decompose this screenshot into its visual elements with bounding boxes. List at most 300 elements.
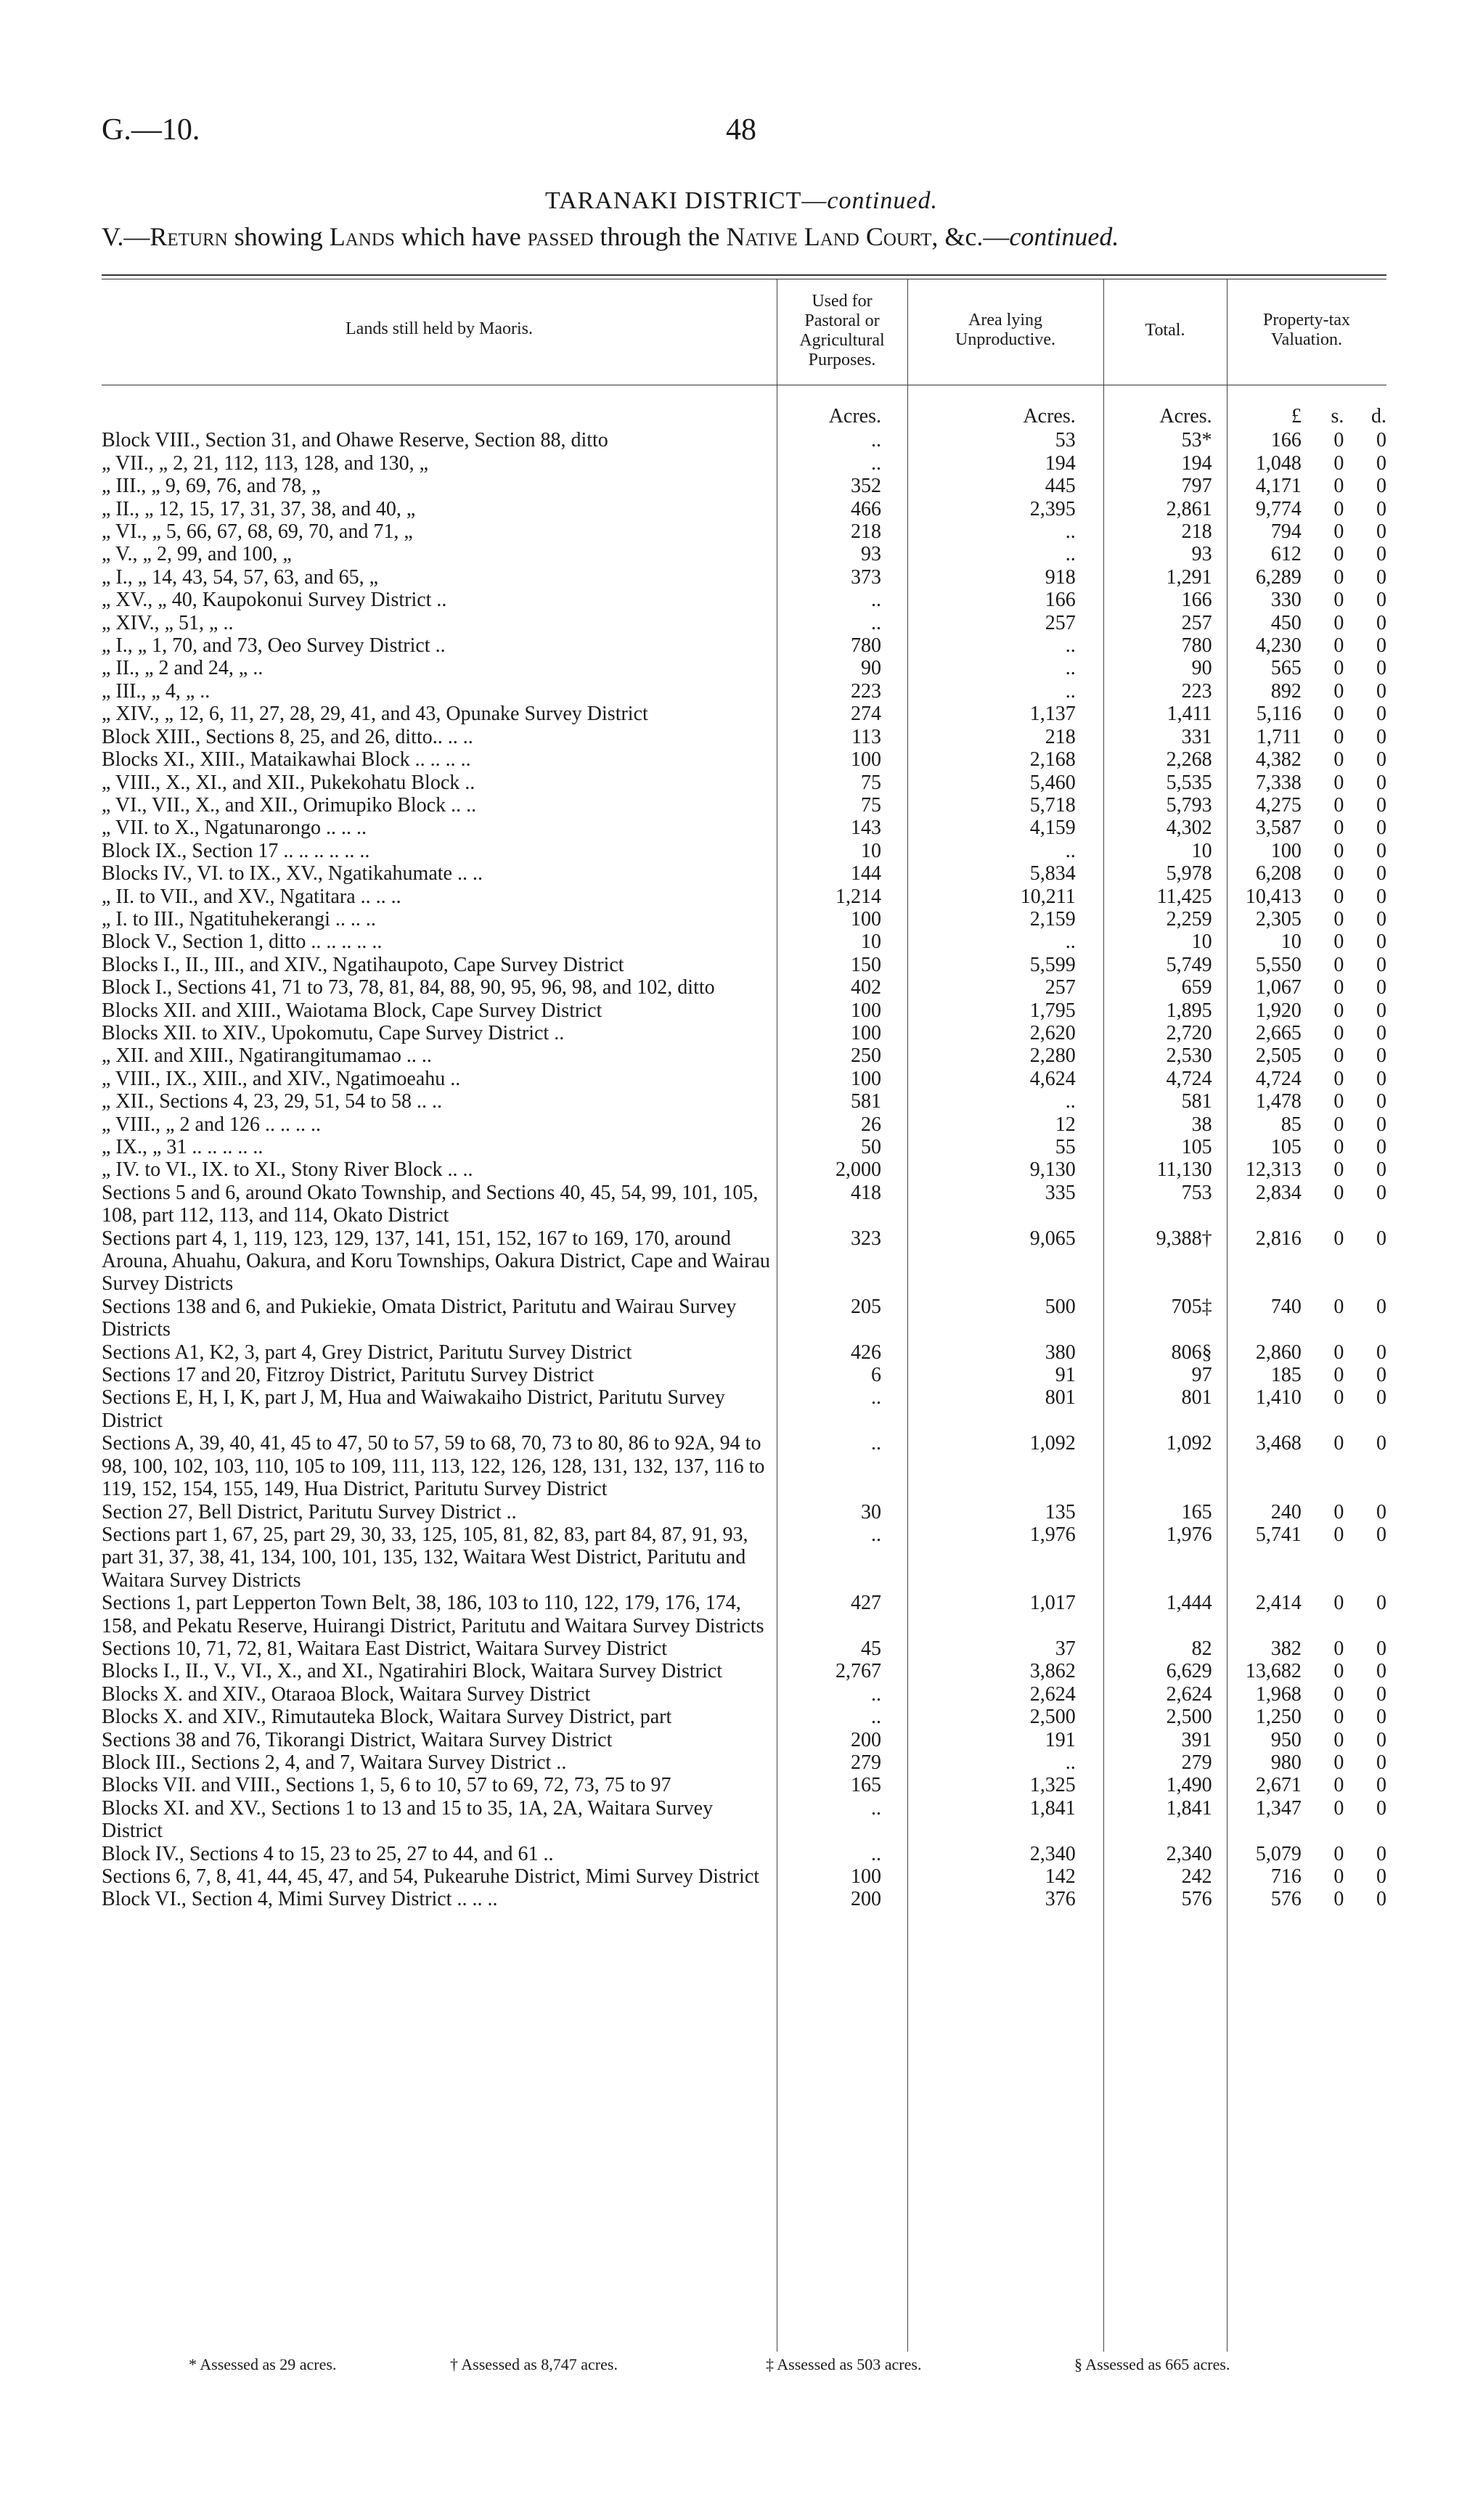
land-description: Sections 6, 7, 8, 41, 44, 45, 47, and 54, Pukearuhe District, Mimi Survey District: [102, 1865, 760, 1888]
caption-continued: continued.: [1009, 222, 1119, 251]
pastoral-acres: 165: [850, 1774, 881, 1797]
table-caption: [102, 221, 1119, 252]
total-acres: 797: [1181, 475, 1212, 498]
valuation-pence: 0: [1376, 1592, 1386, 1615]
table-row: [102, 1660, 1386, 1682]
table-row: [102, 1068, 1386, 1090]
units-cell: s.: [1331, 405, 1344, 428]
pastoral-acres: 323: [850, 1227, 881, 1250]
valuation-pounds: 1,067: [1255, 976, 1302, 999]
valuation-pence: 0: [1376, 1637, 1386, 1660]
table-row: [102, 1227, 1386, 1296]
valuation-pence: 0: [1376, 1044, 1386, 1068]
valuation-shillings: 0: [1333, 976, 1344, 999]
valuation-pence: 0: [1376, 725, 1386, 748]
table-row: [102, 566, 1386, 589]
total-acres: 223: [1181, 679, 1212, 703]
valuation-shillings: 0: [1333, 497, 1344, 520]
valuation-shillings: 0: [1333, 1181, 1344, 1204]
valuation-shillings: 0: [1333, 1774, 1344, 1797]
valuation-pounds: 5,741: [1255, 1523, 1302, 1546]
table-row: [102, 680, 1386, 703]
table-row: [102, 589, 1386, 611]
land-description: „ XII. and XIII., Ngatirangitumamao .. ..: [102, 1044, 432, 1068]
table-row: [102, 1364, 1386, 1386]
total-acres: 257: [1181, 611, 1212, 634]
valuation-pounds: 1,250: [1255, 1706, 1302, 1729]
total-acres: 242: [1181, 1865, 1212, 1888]
unproductive-acres: 5,599: [1029, 953, 1076, 976]
table-row: [102, 1432, 1386, 1500]
valuation-pence: 0: [1376, 1136, 1386, 1158]
valuation-shillings: 0: [1333, 429, 1344, 452]
unproductive-acres: 1,137: [1029, 703, 1076, 726]
table-row: [102, 772, 1386, 794]
unproductive-acres: 2,159: [1029, 907, 1076, 930]
table-row: [102, 612, 1386, 634]
pastoral-acres: 200: [850, 1888, 881, 1911]
valuation-pounds: 382: [1270, 1637, 1302, 1660]
total-acres: 82: [1191, 1637, 1212, 1660]
pastoral-acres: 200: [850, 1728, 881, 1751]
valuation-pounds: 980: [1270, 1751, 1302, 1774]
pastoral-acres: 10: [860, 839, 881, 862]
unproductive-acres: 9,130: [1029, 1158, 1076, 1182]
table-row: [102, 1706, 1386, 1728]
land-description: „ VII., „ 2, 21, 112, 113, 128, and 130, „: [102, 451, 428, 475]
land-description: Sections 38 and 76, Tikorangi District, Waitara Survey District: [102, 1728, 613, 1751]
total-acres: 1,895: [1166, 999, 1212, 1022]
pastoral-acres: ..: [870, 1523, 881, 1546]
valuation-pence: 0: [1376, 1888, 1386, 1911]
total-acres: 5,535: [1166, 771, 1212, 794]
valuation-shillings: 0: [1333, 953, 1344, 976]
total-acres: 1,092: [1166, 1432, 1212, 1455]
valuation-pence: 0: [1376, 611, 1386, 634]
valuation-pence: 0: [1376, 475, 1386, 498]
land-description: „ I. to III., Ngatituhekerangi .. .. ..: [102, 907, 376, 930]
unproductive-acres: 2,280: [1029, 1044, 1076, 1068]
land-description: Sections 10, 71, 72, 81, Waitara East District, Waitara Survey District: [102, 1637, 668, 1660]
pastoral-acres: 205: [850, 1295, 881, 1318]
valuation-pence: 0: [1376, 657, 1386, 680]
unproductive-acres: 191: [1045, 1728, 1076, 1751]
table-row: [102, 1523, 1386, 1592]
valuation-pounds: 2,816: [1255, 1227, 1302, 1250]
valuation-pence: 0: [1376, 497, 1386, 520]
land-description: „ IV. to VI., IX. to XI., Stony River Block .. ..: [102, 1158, 473, 1182]
unproductive-acres: 2,624: [1029, 1682, 1076, 1706]
total-acres: 93: [1191, 543, 1212, 566]
total-acres: 1,444: [1166, 1592, 1212, 1615]
land-description: „ II. to VII., and XV., Ngatitara .. .. ..: [102, 885, 401, 908]
table-row: [102, 703, 1386, 725]
total-acres: 581: [1181, 1090, 1212, 1113]
table-row: [102, 1182, 1386, 1227]
table-row: [102, 543, 1386, 565]
land-description: Blocks X. and XIV., Rimutauteka Block, Waitara Survey District, part: [102, 1706, 672, 1729]
unproductive-acres: 1,841: [1029, 1796, 1076, 1820]
pastoral-acres: 250: [850, 1044, 881, 1068]
document-reference: G.—10.: [102, 113, 200, 147]
land-description: Sections part 1, 67, 25, part 29, 30, 33, 125, 105, 81, 82, 83, part 84, 87, 91, 93, part 31, 37, 38, 41, 134, 100, 101, 135, 132, Waitara West District, Paritutu and Waitara Survey Districts: [102, 1523, 748, 1592]
pastoral-acres: 2,767: [835, 1660, 881, 1683]
land-description: „ VIII., „ 2 and 126 .. .. .. ..: [102, 1113, 321, 1136]
valuation-pounds: 7,338: [1255, 771, 1302, 794]
table-row: [102, 657, 1386, 679]
valuation-pounds: 576: [1270, 1888, 1302, 1911]
valuation-pounds: 85: [1280, 1113, 1302, 1136]
unproductive-acres: 4,159: [1029, 817, 1076, 840]
pastoral-acres: 30: [860, 1500, 881, 1523]
valuation-pence: 0: [1376, 634, 1386, 658]
unproductive-acres: 135: [1045, 1500, 1076, 1523]
total-acres: 753: [1181, 1181, 1212, 1204]
total-acres: 1,490: [1166, 1774, 1212, 1797]
land-description: Block V., Section 1, ditto .. .. .. .. ..: [102, 930, 383, 954]
valuation-shillings: 0: [1333, 1227, 1344, 1250]
valuation-pence: 0: [1376, 1295, 1386, 1318]
unproductive-acres: 218: [1045, 725, 1076, 748]
valuation-shillings: 0: [1333, 1432, 1344, 1455]
valuation-pence: 0: [1376, 1500, 1386, 1523]
valuation-pence: 0: [1376, 565, 1386, 589]
valuation-shillings: 0: [1333, 1523, 1344, 1546]
total-acres: 5,749: [1166, 953, 1212, 976]
land-description: Blocks I., II., V., VI., X., and XI., Ngatirahiri Block, Waitara Survey District: [102, 1660, 722, 1683]
valuation-pence: 0: [1376, 817, 1386, 840]
valuation-pounds: 5,116: [1256, 703, 1302, 726]
valuation-pounds: 330: [1270, 589, 1302, 612]
valuation-pence: 0: [1376, 1227, 1386, 1250]
table-row: [102, 1888, 1386, 1910]
valuation-pounds: 3,468: [1255, 1432, 1302, 1455]
pastoral-acres: 45: [860, 1637, 881, 1660]
valuation-pence: 0: [1376, 1706, 1386, 1729]
pastoral-acres: 26: [860, 1113, 881, 1136]
valuation-shillings: 0: [1333, 862, 1344, 885]
table-row: [102, 1044, 1386, 1067]
caption-part: V.—: [102, 222, 150, 251]
valuation-pence: 0: [1376, 589, 1386, 612]
caption-part: , &c.—: [931, 222, 1010, 251]
valuation-pounds: 13,682: [1245, 1660, 1302, 1683]
land-description: „ II., „ 2 and 24, „ ..: [102, 657, 263, 680]
valuation-pounds: 450: [1270, 611, 1302, 634]
table-row: [102, 1729, 1386, 1751]
total-acres: 4,302: [1166, 817, 1212, 840]
table-row: [102, 794, 1386, 817]
valuation-pounds: 892: [1270, 679, 1302, 703]
valuation-pence: 0: [1376, 1660, 1386, 1683]
pastoral-acres: ..: [870, 1682, 881, 1706]
title-continued: continued.: [827, 187, 938, 214]
unproductive-acres: 257: [1045, 976, 1076, 999]
valuation-shillings: 0: [1333, 907, 1344, 930]
valuation-shillings: 0: [1333, 1386, 1344, 1410]
valuation-shillings: 0: [1333, 475, 1344, 498]
valuation-pence: 0: [1376, 429, 1386, 452]
valuation-pounds: 1,968: [1255, 1682, 1302, 1706]
land-description: „ I., „ 14, 43, 54, 57, 63, and 65, „: [102, 565, 379, 589]
unproductive-acres: 55: [1055, 1136, 1076, 1158]
total-acres: 11,425: [1156, 885, 1212, 908]
unproductive-acres: 918: [1045, 565, 1076, 589]
land-description: Blocks VII. and VIII., Sections 1, 5, 6 to 10, 57 to 69, 72, 73, 75 to 97: [102, 1774, 671, 1797]
land-description: „ VII. to X., Ngatunarongo .. .. ..: [102, 817, 367, 840]
valuation-shillings: 0: [1333, 1865, 1344, 1888]
valuation-pence: 0: [1376, 703, 1386, 726]
valuation-pounds: 2,834: [1255, 1181, 1302, 1204]
total-acres: 11,130: [1156, 1158, 1212, 1182]
total-acres: 1,976: [1166, 1523, 1212, 1546]
land-description: „ XII., Sections 4, 23, 29, 51, 54 to 58 .. ..: [102, 1090, 442, 1113]
pastoral-acres: 144: [850, 862, 881, 885]
unproductive-acres: 1,976: [1029, 1523, 1076, 1546]
table-row: [102, 976, 1386, 999]
land-description: „ XIV., „ 51, „ ..: [102, 611, 234, 634]
pastoral-acres: 100: [850, 1067, 881, 1090]
valuation-pence: 0: [1376, 885, 1386, 908]
table-row: [102, 1751, 1386, 1774]
column-header-total: Total.: [1145, 321, 1185, 340]
pastoral-acres: 75: [860, 771, 881, 794]
land-description: Blocks XII. and XIII., Waiotama Block, Cape Survey District: [102, 999, 602, 1022]
valuation-pence: 0: [1376, 1158, 1386, 1182]
table-row: [102, 1341, 1386, 1364]
pastoral-acres: 150: [850, 953, 881, 976]
total-acres: 331: [1181, 725, 1212, 748]
land-description: Blocks XI. and XV., Sections 1 to 13 and 15 to 35, 1A, 2A, Waitara Survey District: [102, 1796, 714, 1843]
table-row: [102, 930, 1386, 953]
unproductive-acres: ..: [1065, 520, 1076, 544]
valuation-pence: 0: [1376, 1113, 1386, 1136]
table-row: [102, 1774, 1386, 1796]
valuation-pence: 0: [1376, 1774, 1386, 1797]
total-acres: 2,500: [1166, 1706, 1212, 1729]
valuation-pence: 0: [1376, 748, 1386, 772]
valuation-pounds: 10: [1280, 930, 1302, 954]
valuation-pence: 0: [1376, 1432, 1386, 1455]
land-description: „ XIV., „ 12, 6, 11, 27, 28, 29, 41, and 43, Opunake Survey District: [102, 703, 648, 726]
valuation-shillings: 0: [1333, 1113, 1344, 1136]
valuation-pence: 0: [1376, 1796, 1386, 1820]
unproductive-acres: 801: [1045, 1386, 1076, 1410]
valuation-shillings: 0: [1333, 565, 1344, 589]
unproductive-acres: 1,017: [1029, 1592, 1076, 1615]
valuation-pence: 0: [1376, 1728, 1386, 1751]
valuation-pounds: 1,478: [1255, 1090, 1302, 1113]
valuation-pounds: 4,724: [1255, 1067, 1302, 1090]
valuation-pounds: 612: [1270, 543, 1302, 566]
land-description: Section 27, Bell District, Paritutu Survey District ..: [102, 1500, 517, 1523]
units-cell: [102, 405, 784, 429]
unproductive-acres: 1,795: [1029, 999, 1076, 1022]
total-acres: 806§: [1171, 1341, 1212, 1364]
table-row: [102, 1843, 1386, 1865]
units-row: [102, 405, 1386, 429]
unproductive-acres: 53: [1055, 429, 1076, 452]
table-row: [102, 1158, 1386, 1181]
valuation-pounds: 950: [1270, 1728, 1302, 1751]
valuation-shillings: 0: [1333, 1888, 1344, 1911]
pastoral-acres: 100: [850, 907, 881, 930]
valuation-shillings: 0: [1333, 634, 1344, 658]
land-description: Sections A, 39, 40, 41, 45 to 47, 50 to 57, 59 to 68, 70, 73 to 80, 86 to 92A, 94 to 98, 100, 102, 103, 110, 105 to 109, 111, 113, 122, 126, 128, 131, 132, 137, 116 to 119, 152, 154, 155, 149, Hua District, Paritutu Survey District: [102, 1432, 765, 1501]
units-cell: £: [1291, 405, 1302, 428]
land-description: „ I., „ 1, 70, and 73, Oeo Survey District ..: [102, 634, 446, 658]
pastoral-acres: ..: [870, 1432, 881, 1455]
footnote: † Assessed as 8,747 acres.: [450, 2355, 618, 2373]
valuation-pounds: 2,860: [1255, 1341, 1302, 1364]
unproductive-acres: 257: [1045, 611, 1076, 634]
land-description: Sections 1, part Lepperton Town Belt, 38, 186, 103 to 110, 122, 179, 176, 174, 158, and Pekatu Reserve, Huirangi District, Paritutu and Waitara Survey Districts: [102, 1592, 764, 1637]
valuation-shillings: 0: [1333, 679, 1344, 703]
valuation-shillings: 0: [1333, 1592, 1344, 1615]
valuation-pounds: 4,171: [1255, 475, 1302, 498]
pastoral-acres: 581: [850, 1090, 881, 1113]
table-row: [102, 1637, 1386, 1660]
unproductive-acres: 142: [1045, 1865, 1076, 1888]
land-description: Block III., Sections 2, 4, and 7, Waitara Survey District ..: [102, 1751, 567, 1774]
header-line: Area lying: [968, 311, 1042, 330]
table-row: [102, 1113, 1386, 1136]
unproductive-acres: 194: [1045, 451, 1076, 475]
unproductive-acres: 380: [1045, 1341, 1076, 1364]
valuation-pence: 0: [1376, 1341, 1386, 1364]
valuation-pence: 0: [1376, 1021, 1386, 1044]
table-row: [102, 1090, 1386, 1113]
valuation-shillings: 0: [1333, 839, 1344, 862]
pastoral-acres: 6: [870, 1364, 881, 1387]
valuation-pounds: 4,382: [1255, 748, 1302, 772]
land-description: Blocks X. and XIV., Otaraoa Block, Waitara Survey District: [102, 1682, 591, 1706]
valuation-shillings: 0: [1333, 1158, 1344, 1182]
unproductive-acres: 12: [1055, 1113, 1076, 1136]
land-description: Blocks IV., VI. to IX., XV., Ngatikahumate .. ..: [102, 862, 483, 885]
pastoral-acres: ..: [870, 1386, 881, 1410]
header-line: Pastoral or: [804, 311, 880, 330]
valuation-shillings: 0: [1333, 885, 1344, 908]
valuation-pounds: 1,920: [1255, 999, 1302, 1022]
unproductive-acres: 10,211: [1020, 885, 1076, 908]
land-description: Sections 5 and 6, around Okato Township, and Sections 40, 45, 54, 99, 101, 105, 108, part 112, 113, and 114, Okato District: [102, 1181, 759, 1227]
footnote: ‡ Assessed as 503 acres.: [766, 2355, 922, 2373]
valuation-pounds: 6,208: [1255, 862, 1302, 885]
caption-word: Lands: [329, 222, 395, 251]
pastoral-acres: 1,214: [835, 885, 881, 908]
total-acres: 10: [1191, 930, 1212, 954]
units-cell: Acres.: [1159, 405, 1212, 428]
unproductive-acres: ..: [1065, 930, 1076, 954]
valuation-pence: 0: [1376, 543, 1386, 566]
land-description: Blocks XI., XIII., Mataikawhai Block .. .. .. ..: [102, 748, 471, 772]
valuation-pounds: 166: [1270, 429, 1302, 452]
valuation-pence: 0: [1376, 907, 1386, 930]
table-row: [102, 1865, 1386, 1888]
valuation-pence: 0: [1376, 679, 1386, 703]
total-acres: 218: [1181, 520, 1212, 544]
valuation-pounds: 100: [1270, 839, 1302, 862]
total-acres: 780: [1181, 634, 1212, 658]
valuation-pence: 0: [1376, 771, 1386, 794]
pastoral-acres: ..: [870, 451, 881, 475]
total-acres: 1,291: [1166, 565, 1212, 589]
valuation-pounds: 105: [1270, 1136, 1302, 1158]
valuation-pence: 0: [1376, 1682, 1386, 1706]
total-acres: 97: [1191, 1364, 1212, 1387]
valuation-pence: 0: [1376, 1181, 1386, 1204]
table-row: [102, 475, 1386, 497]
land-description: „ VI., „ 5, 66, 67, 68, 69, 70, and 71, „: [102, 520, 413, 544]
valuation-pence: 0: [1376, 1842, 1386, 1865]
valuation-shillings: 0: [1333, 1796, 1344, 1820]
total-acres: 5,793: [1166, 793, 1212, 817]
pastoral-acres: 10: [860, 930, 881, 954]
table-row: [102, 1797, 1386, 1843]
land-description: Block VI., Section 4, Mimi Survey District .. .. ..: [102, 1888, 498, 1911]
page-title: [0, 187, 1483, 215]
valuation-pence: 0: [1376, 1090, 1386, 1113]
total-acres: 391: [1181, 1728, 1212, 1751]
units-cell: d.: [1371, 405, 1386, 428]
valuation-shillings: 0: [1333, 589, 1344, 612]
pastoral-acres: 426: [850, 1341, 881, 1364]
land-description: Block IX., Section 17 .. .. .. .. .. ..: [102, 839, 370, 862]
total-acres: 10: [1191, 839, 1212, 862]
footnote: § Assessed as 665 acres.: [1074, 2355, 1230, 2373]
unproductive-acres: 2,340: [1029, 1842, 1076, 1865]
land-description: Block I., Sections 41, 71 to 73, 78, 81, 84, 88, 90, 95, 96, 98, and 102, ditto: [102, 976, 715, 999]
pastoral-acres: 100: [850, 748, 881, 772]
valuation-shillings: 0: [1333, 999, 1344, 1022]
valuation-pounds: 2,414: [1255, 1592, 1302, 1615]
units-cell: Acres.: [1023, 405, 1076, 428]
total-acres: 279: [1181, 1751, 1212, 1774]
pastoral-acres: 90: [860, 657, 881, 680]
table-row: [102, 999, 1386, 1022]
pastoral-acres: 100: [850, 1021, 881, 1044]
table-row: [102, 954, 1386, 976]
valuation-pounds: 2,305: [1255, 907, 1302, 930]
valuation-shillings: 0: [1333, 1341, 1344, 1364]
valuation-pounds: 4,230: [1255, 634, 1302, 658]
pastoral-acres: 418: [850, 1181, 881, 1204]
valuation-shillings: 0: [1333, 611, 1344, 634]
valuation-shillings: 0: [1333, 703, 1344, 726]
pastoral-acres: 279: [850, 1751, 881, 1774]
valuation-pounds: 185: [1270, 1364, 1302, 1387]
unproductive-acres: ..: [1065, 679, 1076, 703]
land-description: Block XIII., Sections 8, 25, and 26, ditto.. .. ..: [102, 725, 473, 748]
pastoral-acres: 373: [850, 565, 881, 589]
valuation-pounds: 2,671: [1255, 1774, 1302, 1797]
valuation-pounds: 740: [1270, 1295, 1302, 1318]
valuation-shillings: 0: [1333, 543, 1344, 566]
valuation-pence: 0: [1376, 793, 1386, 817]
table-row: [102, 817, 1386, 839]
pastoral-acres: ..: [870, 611, 881, 634]
units-cell: Acres.: [828, 405, 881, 428]
land-description: „ IX., „ 31 .. .. .. .. ..: [102, 1136, 263, 1158]
total-acres: 2,720: [1166, 1021, 1212, 1044]
valuation-pounds: 1,347: [1255, 1796, 1302, 1820]
valuation-pence: 0: [1376, 1386, 1386, 1410]
unproductive-acres: ..: [1065, 634, 1076, 658]
valuation-shillings: 0: [1333, 771, 1344, 794]
total-acres: 2,259: [1166, 907, 1212, 930]
table-row: [102, 1136, 1386, 1158]
